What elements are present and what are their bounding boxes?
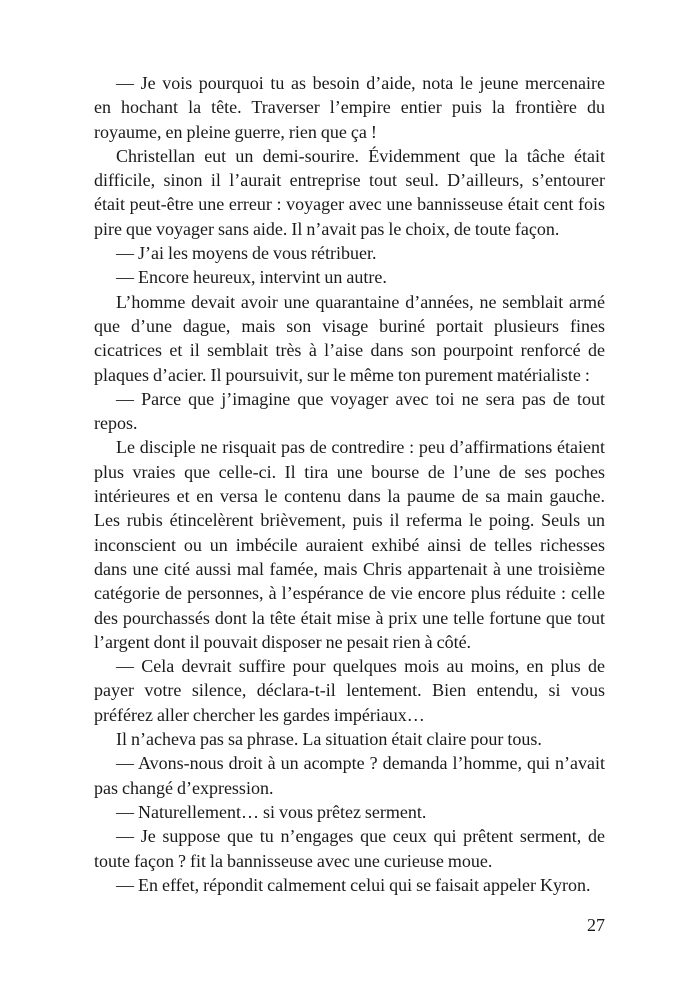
text-line: L’homme devait avoir une quarantaine d’années, ne semblait armé — [116, 291, 605, 312]
text-line: Christellan eut un demi-sourire. Évidemment que la tâche était — [116, 145, 605, 166]
text-line: difficile, sinon il l’aurait entreprise tout seul. D’ailleurs, s’entourer — [94, 170, 605, 191]
text-line: — Cela devrait suffire pour quelques mois au moins, en plus de — [116, 656, 605, 677]
text-line: que d’une dague, mais son visage buriné portait plusieurs fines — [94, 315, 605, 336]
text-line: pas changé d’expression. — [94, 777, 274, 798]
text-line: — Parce que j’imagine que voyager avec toi ne sera pas de tout — [116, 388, 605, 409]
text-line: des pourchassés dont la tête était mise à prix une telle fortune que tout — [94, 607, 605, 628]
text-line: en hochant la tête. Traverser l’empire entier puis la frontière du — [94, 97, 605, 118]
text-line: dans une cité aussi mal famée, mais Chris appartenait à une troisième — [94, 558, 605, 579]
text-line: Les rubis étincelèrent brièvement, puis il referma le poing. Seuls un — [94, 510, 605, 531]
text-line: était peut-être une erreur : voyager avec une bannisseuse était cent fois — [94, 194, 605, 215]
text-line: repos. — [94, 413, 138, 434]
text-line: l’argent dont il pouvait disposer ne pesait rien à côté. — [94, 631, 472, 652]
page-number: 27 — [587, 915, 605, 935]
text-line: — En effet, répondit calmement celui qui se faisait appeler Kyron. — [116, 874, 591, 895]
text-line: Le disciple ne risquait pas de contredire : peu d’affirmations étaient — [116, 437, 605, 458]
text-line: royaume, en pleine guerre, rien que ça ! — [94, 121, 377, 142]
text-line: — Je suppose que tu n’engages que ceux qui prêtent serment, de — [116, 826, 605, 847]
text-line: — Je vois pourquoi tu as besoin d’aide, nota le jeune mercenaire — [116, 73, 605, 93]
body-text — [94, 71, 605, 897]
text-line: Il n’acheva pas sa phrase. La situation était claire pour tous. — [116, 729, 542, 750]
text-line: toute façon ? fit la bannisseuse avec une curieuse moue. — [94, 850, 493, 871]
text-line: cicatrices et il semblait très à l’aise dans son pourpoint renforcé de — [94, 340, 605, 361]
text-line: préférez aller chercher les gardes impériaux… — [94, 704, 425, 725]
text-line: — Naturellement… si vous prêtez serment. — [116, 801, 427, 822]
text-line: intérieures et en versa le contenu dans la paume de sa main gauche. — [94, 486, 605, 507]
text-line: catégorie de personnes, à l’espérance de vie encore plus réduite : celle — [94, 583, 605, 604]
text-line: plus vraies que celle-ci. Il tira une bourse de l’une de ses poches — [94, 461, 605, 482]
text-line: payer votre silence, déclara-t-il lentement. Bien entendu, si vous — [94, 680, 605, 701]
text-line: pire que voyager sans aide. Il n’avait pas le choix, de toute façon. — [94, 218, 560, 239]
text-line: — J’ai les moyens de vous rétribuer. — [116, 243, 377, 264]
text-line: — Encore heureux, intervint un autre. — [116, 267, 387, 288]
text-line: inconscient ou un imbécile auraient exhibé ainsi de telles richesses — [94, 534, 605, 555]
text-line: — Avons-nous droit à un acompte ? demanda l’homme, qui n’avait — [116, 753, 605, 774]
text-line: plaques d’acier. Il poursuivit, sur le même ton purement matérialiste : — [94, 364, 590, 385]
